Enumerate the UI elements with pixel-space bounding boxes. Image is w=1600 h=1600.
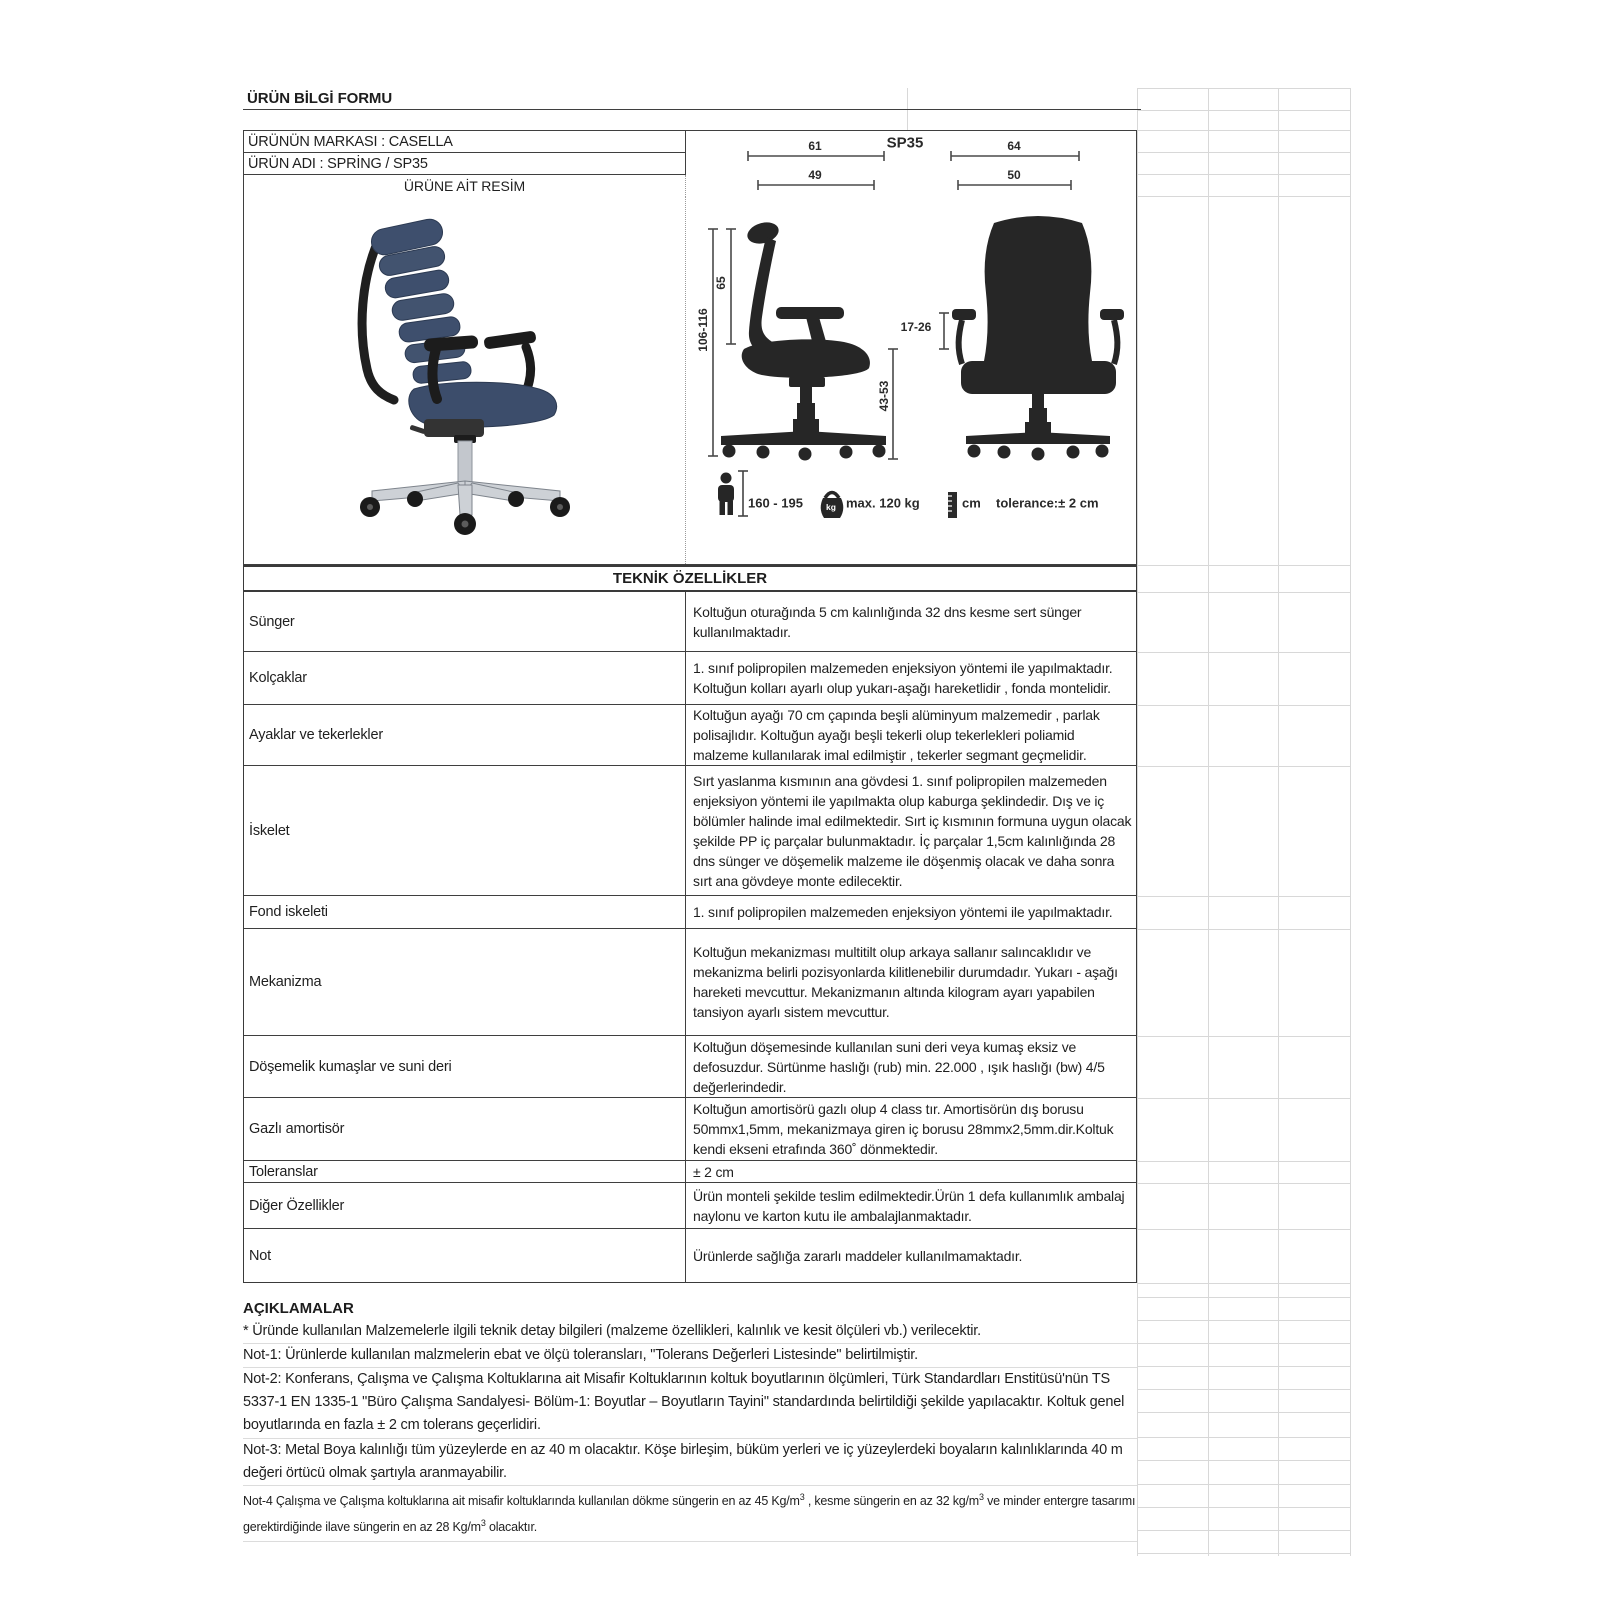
note-4 — [243, 1486, 1137, 1542]
product-photo-cell — [244, 197, 686, 564]
table-row — [244, 652, 1136, 705]
spec-value: Koltuğun mekanizması multitilt olup arkaya sallanır salıncaklıdır ve mekanizma belirli pozisyonlarda kilitlenebilir durumdadır. Yukarı - aşağı hareketi mevcuttur. Mekanizmanın altında kilogram ayarı yapabilen tansiyon ayarlı sistem mevcuttur. — [693, 944, 1118, 1020]
unit-label: cm — [962, 495, 981, 511]
spec-label: Mekanizma — [244, 929, 686, 1035]
ruler-icon — [948, 492, 957, 518]
spec-label: Diğer Özellikler — [244, 1183, 686, 1228]
table-row — [244, 896, 1136, 929]
max-weight-label: max. 120 kg — [846, 495, 920, 511]
chair-far-armrest — [483, 330, 536, 389]
note-4-sup: 3 — [799, 1492, 805, 1502]
spec-label: Döşemelik kumaşlar ve suni deri — [244, 1036, 686, 1097]
dim-armrest-height: 17-26 — [900, 320, 932, 334]
chair-lever — [409, 425, 426, 435]
note-4-text: olacaktır. — [485, 1520, 537, 1535]
dim-side-back-width: 61 — [808, 139, 822, 153]
table-row — [244, 1229, 1136, 1283]
notes-title: AÇIKLAMALAR — [243, 1300, 354, 1317]
person-icon — [718, 473, 734, 516]
product-name-row: ÜRÜN ADI : SPRİNG / SP35 — [244, 153, 686, 175]
dim-front-seat-width: 50 — [1007, 168, 1021, 182]
model-label: SP35 — [886, 134, 924, 152]
chair-base — [372, 481, 560, 515]
chair-mechanism — [424, 419, 484, 437]
spec-value: Ürünlerde sağlığa zararlı maddeler kullanılmamaktadır. — [693, 1248, 1023, 1264]
table-row — [244, 1183, 1136, 1229]
spec-value: ± 2 cm — [693, 1163, 734, 1180]
spec-label: Toleranslar — [244, 1161, 686, 1182]
footer-pictograms — [718, 471, 957, 518]
note-4-text: ve minder entergre tasarımı gerektirdiğinde ilave süngerin en az 28 Kg/m — [243, 1494, 1136, 1535]
spec-value: Koltuğun ayağı 70 cm çapında beşli alüminyum malzemedir , parlak polisajlıdır. Koltuğun ayağı beşli tekerli olup tekerlekleri poliamid malzeme kullanılarak imal edilmiştir , tekerler segmant geçmelidir. — [693, 707, 1100, 763]
note-4-sup: 3 — [979, 1492, 984, 1502]
image-caption: ÜRÜNE AİT RESİM — [244, 175, 686, 197]
dim-total-height: 106-116 — [696, 308, 710, 352]
dim-front-back-width: 64 — [1007, 139, 1021, 153]
user-height-label: 160 - 195 — [748, 495, 803, 511]
table-row — [244, 1036, 1136, 1098]
chair-back-ribs — [369, 217, 472, 384]
spec-value: Ürün monteli şekilde teslim edilmektedir.Ürün 1 defa kullanımlık ambalaj naylonu ve karton kutu ile ambalajlanmaktadır. — [693, 1187, 1125, 1224]
spec-value: 1. sınıf polipropilen malzemeden enjeksiyon yöntemi ile yapılmaktadır. — [693, 904, 1113, 920]
spec-value: Koltuğun oturağında 5 cm kalınlığında 32 dns kesme sert sünger kullanılmaktadır. — [693, 603, 1082, 640]
chair-gas-cylinder — [458, 441, 472, 487]
dim-side-seat-width: 49 — [808, 168, 822, 182]
spec-label: Fond iskeleti — [244, 896, 686, 928]
height-measure-line — [738, 471, 748, 516]
notes-section — [243, 1297, 1137, 1542]
table-row — [244, 592, 1136, 652]
spec-label: İskelet — [244, 766, 686, 895]
table-row — [244, 705, 1136, 766]
kg-icon-label: kg — [826, 502, 836, 512]
table-row — [244, 766, 1136, 896]
dim-seat-height: 43-53 — [877, 380, 891, 412]
dim-backrest-height: 65 — [714, 276, 728, 290]
spec-label: Not — [244, 1229, 686, 1283]
note-asterisk: * Üründe kullanılan Malzemelerle ilgili teknik detay bilgileri (malzeme özellikleri, kalınlık ve kesit ölçüleri vb.) verilecektir. — [243, 1320, 1137, 1344]
note-4-text: Not-4 Çalışma ve Çalışma koltuklarına ait misafir koltuklarında kullanılan dökme süngerin en az 45 Kg/m — [243, 1494, 800, 1509]
tech-table — [243, 592, 1137, 1283]
note-1: Not-1: Ürünlerde kullanılan malzmelerin ebat ve ölçü toleransları, "Tolerans Değerleri Listesinde" belirtilmiştir. — [243, 1344, 1137, 1368]
spec-value: Koltuğun amortisörü gazlı olup 4 class tır. Amortisörün dış borusu 50mmx1,5mm, mekanizmaya giren iç borusu 28mmx2,5mm.dir.Koltuk kendi ekseni etrafında 360˚ dönmektedir. — [693, 1101, 1114, 1157]
note-2: Not-2: Konferans, Çalışma ve Çalışma Koltuklarına ait Misafir Koltuklarının koltuk boyutlarının ölçümleri, Türk Standardları Enstitüsü'nün TS 5337-1 EN 1335-1 "Büro Çalışma Sandalyesi- Bölüm-1: Boyutlar – Boyutların Tayini" standardında belirtildiği şekilde yapılacaktır. Koltuk genel boyutlarında en fazla ± 2 cm tolerans geçerlidiri. — [243, 1368, 1137, 1439]
note-4-sup: 3 — [480, 1518, 486, 1529]
front-view-silhouette — [952, 216, 1124, 461]
note-4-text: , kesme süngerin en az 32 kg/m — [804, 1494, 980, 1509]
tolerance-label: tolerance:± 2 cm — [996, 495, 1099, 511]
note-3: Not-3: Metal Boya kalınlığı tüm yüzeylerde en az 40 m olacaktır. Köşe birleşim, büküm yerleri ve iç yüzeylerdeki boyaların kalınlıklarında 40 m değeri örtücü olmak şartıyla aranmayabilir. — [243, 1439, 1137, 1486]
side-view-silhouette — [721, 219, 886, 461]
spec-label: Ayaklar ve tekerlekler — [244, 705, 686, 765]
product-photo — [244, 197, 686, 564]
brand-row: ÜRÜNÜN MARKASI : CASELLA — [244, 131, 686, 153]
spec-label: Kolçaklar — [244, 652, 686, 704]
spec-value: Sırt yaslanma kısmının ana gövdesi 1. sınıf polipropilen malzemeden enjeksiyon yöntemi ile yapılmakta olup kaburga şeklindedir. Dış ve iç bölümler halinde imal edilmektedir. Sırt iç kısmının formuna uygun olacak şekilde PP iç parçalar bulunmaktadır. İç parçalar 1,5cm kalınlığında 28 dns sünger ve döşemelik malzeme ile döşenmiş olacak ve daha sonra sırt ana gövdeye monte edilecektir. — [693, 772, 1132, 889]
spec-label: Gazlı amortisör — [244, 1098, 686, 1160]
table-row — [244, 1098, 1136, 1161]
table-row — [244, 929, 1136, 1036]
page-title: ÜRÜN BİLGİ FORMU — [243, 88, 1141, 110]
spec-value: 1. sınıf polipropilen malzemeden enjeksiyon yöntemi ile yapılmaktadır. Koltuğun kolları ayarlı olup yukarı-aşağı hareketlidir , fonda montelidir. — [693, 660, 1113, 696]
tech-section-title: TEKNİK ÖZELLİKLER — [243, 565, 1137, 592]
spec-label: Sünger — [244, 592, 686, 651]
table-row — [244, 1161, 1136, 1183]
spec-value: Koltuğun döşemesinde kullanılan suni deri veya kumaş eksiz ve defosuzdur. Sürtünme haslığı (rub) min. 22.000 , ışık haslığı (bw) 4/5 değerlerindedir. — [693, 1038, 1105, 1095]
